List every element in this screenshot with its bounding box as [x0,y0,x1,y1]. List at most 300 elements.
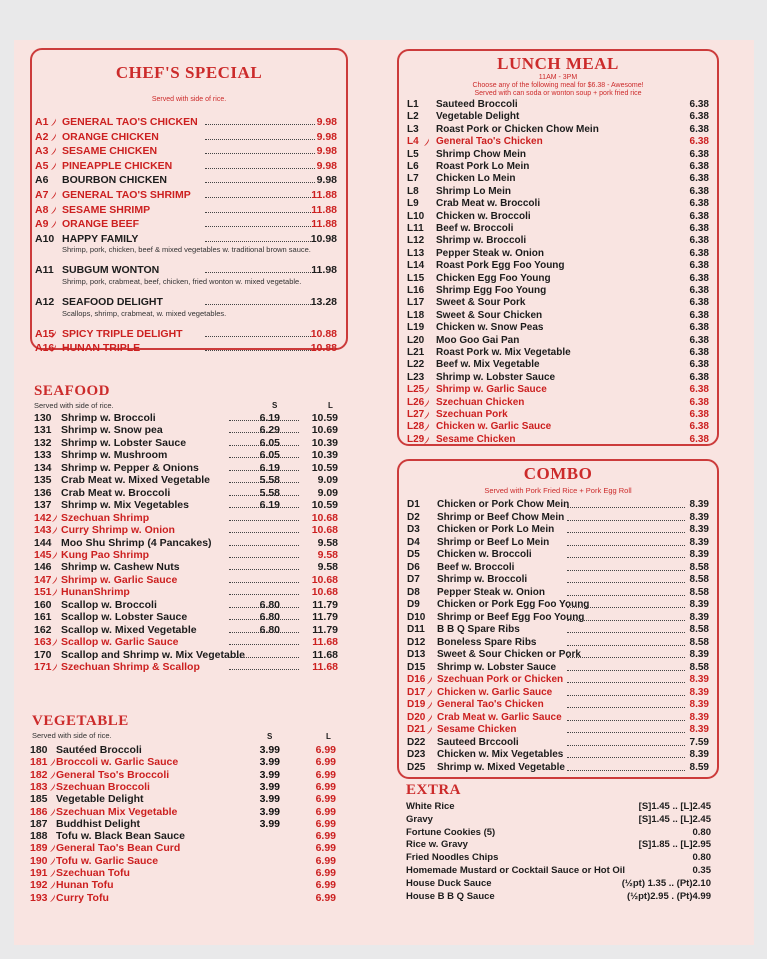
chili-pepper-icon [49,844,56,853]
extra-item-price: 0.80 [692,852,711,864]
lunch-item-code: L19 [407,322,425,334]
seafood-item-name: Shrimp w. Cashew Nuts [61,561,180,574]
combo-item-price: 8.58 [689,574,709,585]
lunch-item-code: L3 [407,123,419,135]
lunch-item-code: L28 [407,421,425,433]
chefs-special-item-name: SESAME CHICKEN [62,145,158,158]
chili-pepper-icon [51,576,58,585]
combo-item-code: D23 [407,749,426,760]
vegetable-item-name: Tofu w. Black Bean Sauce [56,830,185,843]
chili-pepper-icon [423,423,430,432]
combo-item-name: Crab Meat w. Garlic Sauce [437,711,562,723]
combo-item-code: D5 [407,549,420,560]
lunch-item-code: L11 [407,223,424,234]
vegetable-item-price-large: 6.99 [315,842,336,855]
vegetable-item [30,769,336,781]
lunch-item-price: 6.38 [689,260,709,272]
seafood-subtitle: Served with side of rice. [34,401,114,410]
chefs-special-item-leader [205,226,315,227]
combo-item-leader [567,682,685,683]
combo-item-leader [567,532,685,533]
extra-item-price: [S]1.45 .. [L]2.45 [638,801,711,812]
lunch-item-price: 6.38 [689,173,709,185]
chefs-special-item [35,233,337,245]
chili-pepper-icon [50,118,57,127]
chefs-special-item-code: A1 [35,116,49,128]
vegetable-item-price-large: 6.99 [315,780,336,793]
chili-pepper-icon [51,663,58,672]
chili-pepper-icon [49,881,56,890]
combo-item-name: Sesame Chicken [437,724,517,735]
seafood-item-name: Kung Pao Shrimp [61,548,150,561]
chefs-special-item-price: 10.88 [310,342,337,355]
combo-item [407,612,709,624]
extra-item [406,839,711,851]
chefs-special-item-name: BOURBON CHICKEN [62,174,167,187]
chefs-special-item-leader [205,336,315,337]
lunch-item-name: Chicken w. Garlic Sauce [436,421,552,433]
combo-item-code: D20 [407,711,426,723]
vegetable-item-price-large: 6.99 [315,830,336,843]
combo-item [407,724,709,736]
seafood-item-price-large: 10.68 [311,573,338,586]
vegetable-item-name: Curry Tofu [56,891,109,904]
seafood-item-name: Moo Shu Shrimp (4 Pancakes) [61,536,212,549]
vegetable-item-code: 188 [30,830,48,843]
vegetable-item-price-small: 3.99 [259,817,280,830]
vegetable-item-code: 182 [30,768,48,781]
combo-item-leader [567,670,685,671]
vegetable-item-price-small: 3.99 [259,805,280,818]
lunch-item-code: L23 [407,371,425,383]
lunch-item-name: Pepper Steak w. Onion [436,247,544,259]
lunch-item [407,434,709,446]
combo-item-code: D15 [407,661,426,673]
lunch-item-name: Beef w. Mix Vegetable [436,359,540,371]
seafood-item [34,649,338,661]
lunch-note-served: Served with can soda or wonton soup + pork fried rice [474,90,642,97]
seafood-item-price-large: 9.58 [317,536,338,549]
combo-item-code: D19 [407,699,426,710]
seafood-item-price-large: 10.68 [311,511,338,524]
combo-item-price: 8.39 [689,549,709,560]
lunch-item-name: Chicken Lo Mein [436,173,516,185]
vegetable-item-price-large: 6.99 [315,768,336,781]
chefs-special-item-name: SEAFOOD DELIGHT [62,296,163,308]
lunch-item-price: 6.38 [689,198,709,210]
lunch-item-price: 6.38 [689,99,709,110]
seafood-item-price-small: 6.19 [259,412,280,424]
chefs-special-item-leader [205,153,315,154]
vegetable-title: VEGETABLE [32,713,129,729]
chefs-special-item-leader [205,139,315,140]
lunch-item-name: Shrimp w. Broccoli [436,235,527,247]
seafood-item-leader [229,557,299,558]
combo-item-code: D10 [407,611,426,623]
lunch-item-price: 6.38 [689,409,709,420]
lunch-item [407,322,709,334]
seafood-item-code: 162 [34,623,52,636]
extra-item-name: Rice w. Gravy [406,839,468,851]
combo-item-name: B B Q Spare Ribs [437,624,520,635]
chefs-special-item-leader [205,304,315,305]
seafood-item-code: 135 [34,474,52,487]
combo-item-leader [567,732,685,733]
combo-item-name: Pepper Steak w. Onion [437,586,545,598]
combo-item-name: General Tao's Chicken [437,699,544,710]
vegetable-item-price-large: 6.99 [315,805,336,818]
lunch-item-code: L15 [407,272,425,284]
chili-pepper-icon [426,714,433,723]
combo-item-code: D2 [407,511,420,523]
chefs-special-item-price: 11.88 [311,218,337,231]
vegetable-item [30,818,336,830]
seafood-item-code: 151 [34,586,52,599]
chefs-special-item-code: A8 [35,203,49,216]
seafood-item [34,462,338,474]
vegetable-item-name: Szechuan Broccoli [56,780,150,793]
chefs-special-item [35,174,337,186]
chefs-special-item-price: 10.88 [310,327,337,340]
chefs-special-title: CHEF'S SPECIAL [115,63,263,82]
seafood-item-name: Scallop w. Lobster Sauce [61,611,188,624]
chefs-special-item [35,296,337,308]
lunch-item-code: L27 [407,409,425,420]
combo-panel [397,459,719,779]
extra-item-price: [S]1.85 .. [L]2.95 [638,839,711,851]
lunch-item-price: 6.38 [689,309,709,321]
lunch-item [407,223,709,235]
vegetable-item [30,793,336,805]
lunch-item-price: 6.38 [689,272,709,284]
combo-item-code: D12 [407,636,426,648]
combo-item-name: Chicken w. Mix Vegetables [437,749,564,760]
chefs-special-item-code: A12 [35,296,55,308]
lunch-item-name: Chicken w. Snow Peas [436,322,544,334]
combo-item-code: D17 [407,686,426,698]
seafood-item [34,586,338,598]
combo-item-leader [567,645,685,646]
combo-item [407,699,709,711]
combo-item-price: 8.39 [689,749,709,760]
lunch-item-name: Sweet & Sour Pork [436,297,526,309]
chefs-special-item-name: SPICY TRIPLE DELIGHT [62,327,183,340]
vegetable-item-name: Vegetable Delight [56,793,144,806]
vegetable-item-name: Buddhist Delight [56,817,140,830]
seafood-item-price-small: 6.05 [259,436,280,449]
chefs-special-item-code: A10 [35,232,55,245]
lunch-item-price: 6.38 [689,123,709,135]
lunch-item-name: Sweet & Sour Chicken [436,309,543,321]
chili-pepper-icon [426,676,433,685]
chili-pepper-icon [51,638,58,647]
seafood-item-price-large: 11.68 [312,661,338,673]
seafood-item [34,599,338,611]
seafood-item-code: 133 [34,449,52,462]
seafood-item [34,412,338,424]
lunch-item-name: Szechuan Chicken [436,396,525,408]
seafood-item [34,512,338,524]
seafood-col-small: S [272,401,278,410]
lunch-item-price: 6.38 [689,433,709,445]
lunch-item-name: Roast Pork or Chicken Chow Mein [436,123,599,135]
seafood-item-code: 134 [34,461,52,474]
chefs-special-item-leader [205,350,315,351]
extra-item [406,801,711,813]
combo-item-leader [567,707,685,708]
seafood-item-price-large: 11.79 [312,611,338,624]
chefs-special-item-leader [205,168,315,169]
chefs-special-item-price: 11.98 [311,264,337,277]
vegetable-item-name: Szechuan Mix Vegetable [56,805,178,818]
seafood-item [34,499,338,511]
lunch-item-code: L1 [407,99,419,110]
combo-item-leader [567,770,685,771]
combo-item-name: Shrimp w. Broccoli [437,574,528,585]
combo-item-code: D22 [407,736,426,748]
lunch-item-price: 6.38 [689,322,709,334]
seafood-item-name: Shrimp w. Garlic Sauce [61,573,178,586]
chefs-special-item-code: A9 [35,218,49,231]
chefs-special-item-name: PINEAPPLE CHICKEN [62,159,173,172]
seafood-item [34,636,338,648]
combo-item [407,562,709,574]
combo-item-price: 8.39 [689,511,709,523]
chefs-special-item-price: 10.98 [310,232,337,245]
combo-item-leader [567,595,685,596]
combo-item-code: D8 [407,586,420,598]
combo-item [407,749,709,761]
chefs-special-item-price: 9.98 [316,145,337,158]
combo-item [407,587,709,599]
chefs-special-item-name: ORANGE CHICKEN [62,130,159,143]
combo-item-name: Shrimp w. Mixed Vegetable [437,761,565,773]
lunch-item-price: 6.38 [689,185,709,197]
vegetable-item-code: 189 [30,842,48,855]
vegetable-item-price-large: 6.99 [315,867,336,879]
combo-item-price: 8.39 [689,611,709,623]
seafood-col-large: L [328,401,333,410]
seafood-item-leader [229,644,299,645]
combo-item-leader [567,520,685,521]
seafood-item [34,524,338,536]
combo-item-price: 8.39 [689,711,709,723]
combo-item-price: 8.58 [689,561,709,573]
combo-item-price: 8.58 [689,661,709,673]
seafood-item-price-small: 6.80 [259,623,280,636]
vegetable-item-code: 183 [30,780,48,793]
seafood-item [34,537,338,549]
combo-item [407,599,709,611]
lunch-item-price: 6.38 [689,359,709,371]
chili-pepper-icon [49,771,56,780]
vegetable-item [30,830,336,842]
combo-item-name: Beef w. Broccoli [437,561,515,573]
chefs-special-item [35,145,337,157]
vegetable-item [30,756,336,768]
lunch-item-name: General Tao's Chicken [436,136,543,148]
lunch-item-code: L9 [407,198,419,210]
combo-item [407,524,709,536]
lunch-item-price: 6.38 [689,223,709,234]
extra-item [406,878,711,890]
seafood-item [34,487,338,499]
lunch-item [407,149,709,161]
chefs-special-item-leader [205,182,315,183]
combo-item-price: 8.39 [689,686,709,698]
lunch-item-price: 6.38 [689,347,709,358]
vegetable-item-price-small: 3.99 [259,744,280,756]
seafood-item-price-large: 9.09 [317,474,338,487]
vegetable-item-code: 190 [30,854,48,867]
vegetable-item-code: 180 [30,744,48,756]
chefs-special-item [35,189,337,201]
seafood-item-leader [229,520,299,521]
lunch-item [407,384,709,396]
seafood-item-code: 146 [34,561,52,574]
combo-item-leader [567,745,685,746]
lunch-item-code: L29 [407,433,425,445]
lunch-item-code: L13 [407,247,425,259]
combo-item-price: 8.58 [689,624,709,635]
vegetable-item [30,879,336,891]
seafood-item-price-small: 6.05 [259,449,280,462]
combo-item [407,499,709,511]
vegetable-item-name: General Tso's Broccoli [56,768,170,781]
seafood-item-name: Szechuan Shrimp & Scallop [61,661,200,673]
extra-item [406,891,711,903]
combo-item [407,662,709,674]
lunch-item-code: L25 [407,384,425,396]
chefs-special-item-description: Shrimp, pork, chicken, beef & mixed vegetables w. traditional brown sauce. [62,245,311,255]
seafood-item [34,437,338,449]
lunch-item-name: Crab Meat w. Broccoli [436,198,541,210]
seafood-item-code: 137 [34,499,52,512]
lunch-item [407,111,709,123]
lunch-item-name: Shrimp Lo Mein [436,185,511,197]
lunch-item [407,211,709,223]
seafood-item-code: 170 [34,648,52,661]
lunch-item-price: 6.38 [689,148,709,160]
lunch-item-code: L26 [407,396,425,408]
extra-item-price: (½pt) 1.35 .. (Pt)2.10 [621,877,711,889]
vegetable-item-code: 185 [30,793,48,806]
combo-item-name: Chicken or Pork Lo Mein [437,524,555,535]
lunch-item-name: Beef w. Broccoli [436,223,514,234]
chili-pepper-icon [50,206,57,215]
extra-item-price: [S]1.45 .. [L]2.45 [638,813,711,825]
combo-item [407,762,709,774]
lunch-item [407,335,709,347]
combo-item-name: Shrimp or Beef Chow Mein [437,511,565,523]
combo-item-name: Boneless Spare Ribs [437,636,537,648]
combo-item-price: 8.39 [689,499,709,510]
combo-item [407,687,709,699]
combo-item-leader [567,620,685,621]
seafood-item-price-large: 10.68 [311,524,338,537]
seafood-item-price-small: 6.80 [259,598,280,611]
combo-item-name: Sauteed Brccooli [437,736,519,748]
lunch-item-name: Roast Pork w. Mix Vegetable [436,347,571,358]
chefs-special-item [35,342,337,354]
seafood-item-name: Scallop w. Broccoli [61,598,157,611]
chili-pepper-icon [423,411,430,420]
combo-item-leader [567,607,685,608]
vegetable-item-price-large: 6.99 [315,879,336,892]
seafood-item-name: Shrimp w. Lobster Sauce [61,436,187,449]
combo-item [407,537,709,549]
chefs-special-item [35,204,337,216]
lunch-item-name: Shrimp Chow Mein [436,148,526,160]
seafood-item-price-large: 10.69 [311,424,338,437]
combo-item-code: D3 [407,524,420,535]
vegetable-subtitle: Served with side of rice. [32,731,112,740]
vegetable-item-code: 193 [30,891,48,904]
chili-pepper-icon [50,147,57,156]
lunch-item-price: 6.38 [689,111,709,123]
lunch-item-code: L4 [407,136,419,148]
combo-item-name: Chicken or Pork Chow Mein [437,499,570,510]
chefs-special-item-code: A16 [35,342,55,355]
lunch-item-name: Szechuan Pork [436,409,508,420]
chefs-special-item [35,131,337,143]
chili-pepper-icon [50,133,57,142]
lunch-item-price: 6.38 [689,297,709,309]
seafood-item-name: Crab Meat w. Mixed Vegetable [61,474,210,487]
lunch-item [407,347,709,359]
combo-item-code: D11 [407,624,425,635]
lunch-item-price: 6.38 [689,210,709,222]
lunch-item [407,409,709,421]
seafood-item-price-large: 9.58 [317,561,338,574]
combo-item-leader [567,657,685,658]
lunch-item-code: L6 [407,161,419,172]
seafood-item-name: Shrimp w. Pepper & Onions [61,461,199,474]
lunch-item [407,372,709,384]
seafood-item-code: 131 [34,424,52,437]
combo-item-code: D25 [407,761,426,773]
seafood-item-price-large: 11.68 [312,636,338,649]
lunch-item-code: L21 [407,347,425,358]
combo-item [407,549,709,561]
extra-item [406,814,711,826]
lunch-item-name: Shrimp w. Lobster Sauce [436,371,556,383]
lunch-item-code: L10 [407,210,425,222]
combo-item-price: 8.58 [689,586,709,598]
chefs-special-item-code: A5 [35,159,49,172]
seafood-item-name: Shrimp w. Snow pea [61,424,163,437]
seafood-item-price-small: 6.80 [259,611,280,624]
combo-item-code: D7 [407,574,420,585]
chefs-special-item-price: 11.88 [311,203,337,216]
lunch-item-name: Chicken w. Broccoli [436,210,531,222]
lunch-item-name: Chicken Egg Foo Young [436,272,551,284]
chili-pepper-icon [423,138,430,147]
seafood-item-code: 144 [34,536,52,549]
seafood-item-code: 132 [34,436,52,449]
chefs-special-item-price: 9.98 [316,159,337,172]
seafood-item-price-small: 5.58 [259,486,280,499]
chili-pepper-icon [50,191,57,200]
chili-pepper-icon [50,220,57,229]
vegetable-item-price-large: 6.99 [315,756,336,769]
seafood-item-code: 163 [34,636,52,649]
chili-pepper-icon [423,399,430,408]
combo-item-name: Chicken w. Broccoli [437,549,532,560]
vegetable-item-name: Broccoli w. Garlic Sauce [56,756,179,769]
combo-item-price: 7.59 [689,736,709,748]
chefs-special-item-leader [205,197,315,198]
